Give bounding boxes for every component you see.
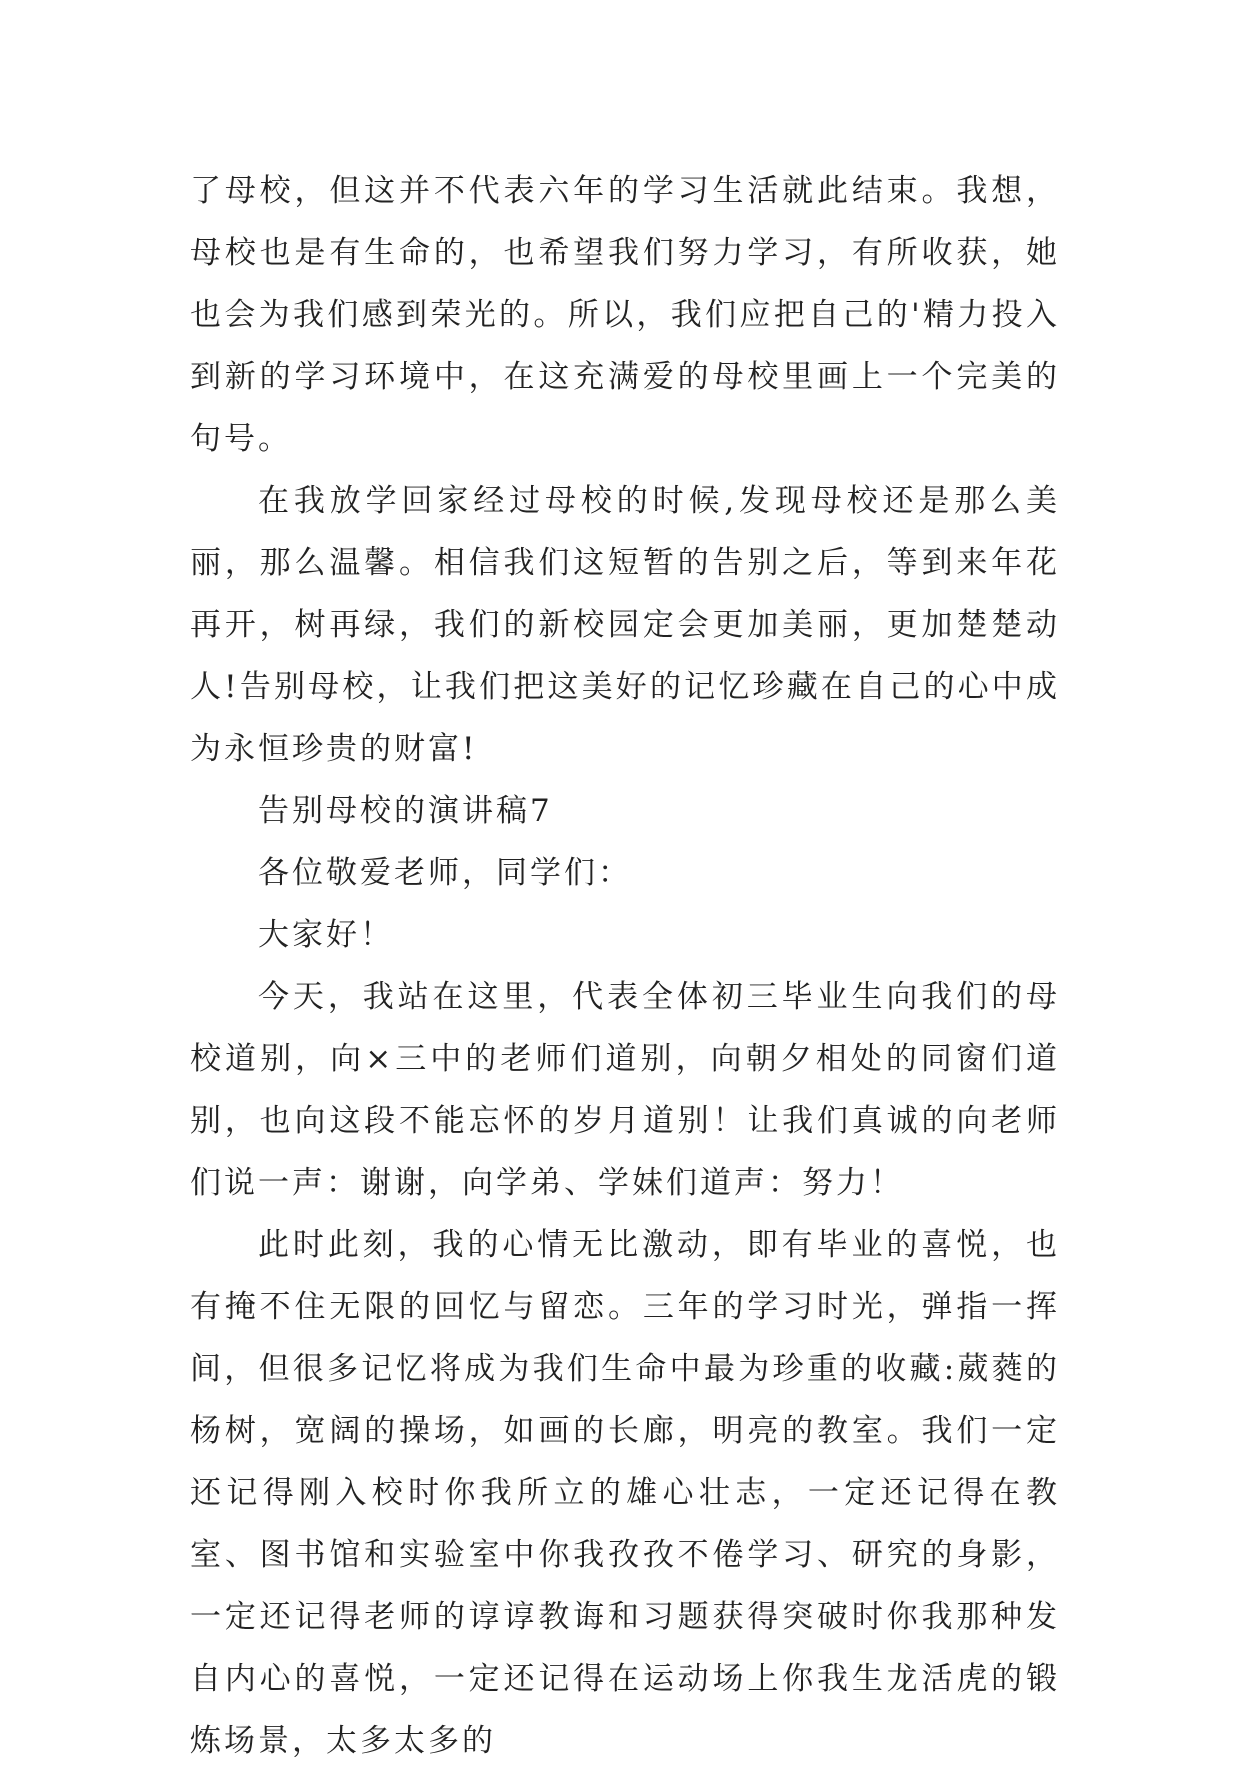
paragraph-this-moment: 此时此刻，我的心情无比激动，即有毕业的喜悦，也有掩不住无限的回忆与留恋。三年的学习时光，弹指一挥间，但很多记忆将成为我们生命中最为珍重的收藏:葳蕤的杨树，宽阔的操场，如画的长廊，明亮的教室。我们一定还记得刚入校时你我所立的雄心壮志，一定还记得在教室、图书馆和实验室中你我孜孜不倦学习、研究的身影，一定还记得老师的谆谆教诲和习题获得突破时你我那种发自内心的喜悦，一定还记得在运动场上你我生龙活虎的锻炼场景，太多太多的 <box>190 1227 1060 1759</box>
greeting: 大家好！ <box>258 917 394 953</box>
salutation: 各位敬爱老师，同学们： <box>258 855 632 891</box>
paragraph-today: 今天，我站在这里，代表全体初三毕业生向我们的母校道别，向×三中的老师们道别，向朝夕相处的同窗们道别，也向这段不能忘怀的岁月道别！让我们真诚的向老师们说一声：谢谢，向学弟、学妹们道声：努力！ <box>190 979 1060 1201</box>
paragraph-farewell-walk: 在我放学回家经过母校的时候,发现母校还是那么美丽，那么温馨。相信我们这短暂的告别之后，等到来年花再开，树再绿，我们的新校园定会更加美丽，更加楚楚动人!告别母校，让我们把这美好的记忆珍藏在自己的心中成为永恒珍贵的财富! <box>190 483 1060 767</box>
document-body <box>190 160 1060 1772</box>
paragraph-continuation: 了母校，但这并不代表六年的学习生活就此结束。我想，母校也是有生命的，也希望我们努力学习，有所收获，她也会为我们感到荣光的。所以，我们应把自己的'精力投入到新的学习环境中，在这充满爱的母校里画上一个完美的句号。 <box>190 173 1060 457</box>
speech-title: 告别母校的演讲稿7 <box>258 793 553 829</box>
